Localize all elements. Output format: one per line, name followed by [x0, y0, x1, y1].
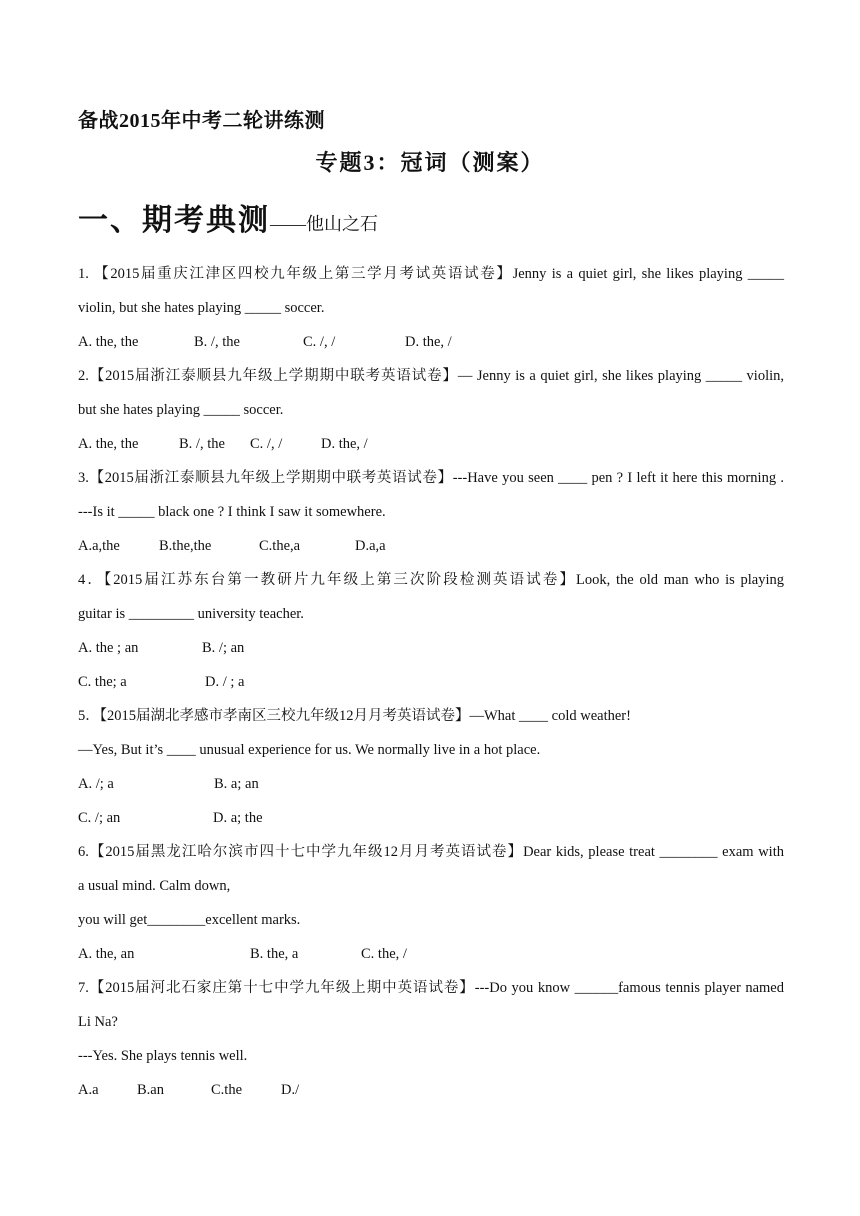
option-d: D. the, / — [405, 334, 452, 350]
option-a: A. the, an — [78, 946, 135, 962]
question-6-stem-continued-2: you will get________excellent marks. — [78, 912, 301, 928]
question-2-stem: 2.【2015届浙江泰顺县九年级上学期期中联考英语试卷】— Jenny is a quiet girl, she likes playing _____ violin, — [78, 368, 784, 384]
option-a: A. the, the — [78, 334, 139, 350]
option-a: A.a — [78, 1082, 99, 1098]
option-a: A. the, the — [78, 436, 139, 452]
topic-title: 专题3：冠词（测案） — [315, 150, 545, 175]
question-2-stem-continued: but she hates playing _____ soccer. — [78, 402, 284, 418]
section-title: 一、期考典测 — [78, 204, 270, 237]
question-3-stem-continued: ---Is it _____ black one ? I think I saw it somewhere. — [78, 504, 386, 520]
option-b: B. a; an — [214, 776, 259, 792]
question-6-stem: 6.【2015届黑龙江哈尔滨市四十七中学九年级12月月考英语试卷】Dear kids, please treat ________ exam with — [78, 844, 784, 860]
option-a: A.a,the — [78, 538, 120, 554]
question-6-stem-continued: a usual mind. Calm down, — [78, 878, 231, 894]
question-7-stem-continued-2: ---Yes. She plays tennis well. — [78, 1048, 248, 1064]
option-b: B. /, the — [179, 436, 225, 452]
option-d: D./ — [281, 1082, 300, 1098]
question-6-options — [78, 937, 784, 971]
question-5-options-ab — [78, 767, 784, 801]
option-c: C.the,a — [259, 538, 301, 554]
option-b: B.the,the — [159, 538, 212, 554]
section-subtitle: ——他山之石 — [270, 214, 378, 234]
option-c: C.the — [211, 1082, 243, 1098]
question-3-stem: 3.【2015届浙江泰顺县九年级上学期期中联考英语试卷】---Have you seen ____ pen ? I left it here this morning . — [78, 470, 784, 486]
option-a: A. /; a — [78, 776, 114, 792]
section-heading — [78, 195, 378, 239]
question-3-options — [78, 529, 784, 563]
option-b: B. /; an — [202, 640, 245, 656]
question-2-options — [78, 427, 784, 461]
question-5-stem: 5．【2015届湖北孝感市孝南区三校九年级12月月考英语试卷】—What ____ cold weather! — [78, 708, 631, 724]
option-c: C. /; an — [78, 810, 121, 826]
question-5-stem-continued: —Yes, But it’s ____ unusual experience for us. We normally live in a hot place. — [78, 742, 541, 758]
question-7-stem: 7.【2015届河北石家庄第十七中学九年级上期中英语试卷】---Do you know ______famous tennis player named — [78, 980, 784, 996]
document-title: 备战2015年中考二轮讲练测 — [78, 110, 325, 132]
question-1-stem-continued: violin, but she hates playing _____ soccer. — [78, 300, 325, 316]
option-a: A. the ; an — [78, 640, 139, 656]
question-5-options-cd — [78, 801, 784, 835]
question-7-options — [78, 1073, 784, 1107]
option-c: C. /, / — [303, 334, 336, 350]
question-7-stem-continued: Li Na? — [78, 1014, 118, 1030]
question-4-options-cd — [78, 665, 784, 699]
option-b: B. /, the — [194, 334, 240, 350]
option-b: B. the, a — [250, 946, 299, 962]
question-list — [78, 257, 784, 1107]
option-c: C. the; a — [78, 674, 127, 690]
question-4-stem: 4．【2015届江苏东台第一教研片九年级上第三次阶段检测英语试卷】Look, the old man who is playing — [78, 572, 784, 588]
option-d: D.a,a — [355, 538, 386, 554]
question-4-options-ab — [78, 631, 784, 665]
question-1-stem: 1. 【2015届重庆江津区四校九年级上第三学月考试英语试卷】Jenny is a quiet girl, she likes playing _____ — [78, 266, 784, 282]
option-d: D. a; the — [213, 810, 263, 826]
option-b: B.an — [137, 1082, 164, 1098]
question-4-stem-continued: guitar is _________ university teacher. — [78, 606, 304, 622]
option-c: C. the, / — [361, 946, 407, 962]
option-d: D. the, / — [321, 436, 368, 452]
option-d: D. / ; a — [205, 674, 245, 690]
option-c: C. /, / — [250, 436, 283, 452]
question-1-options — [78, 325, 784, 359]
